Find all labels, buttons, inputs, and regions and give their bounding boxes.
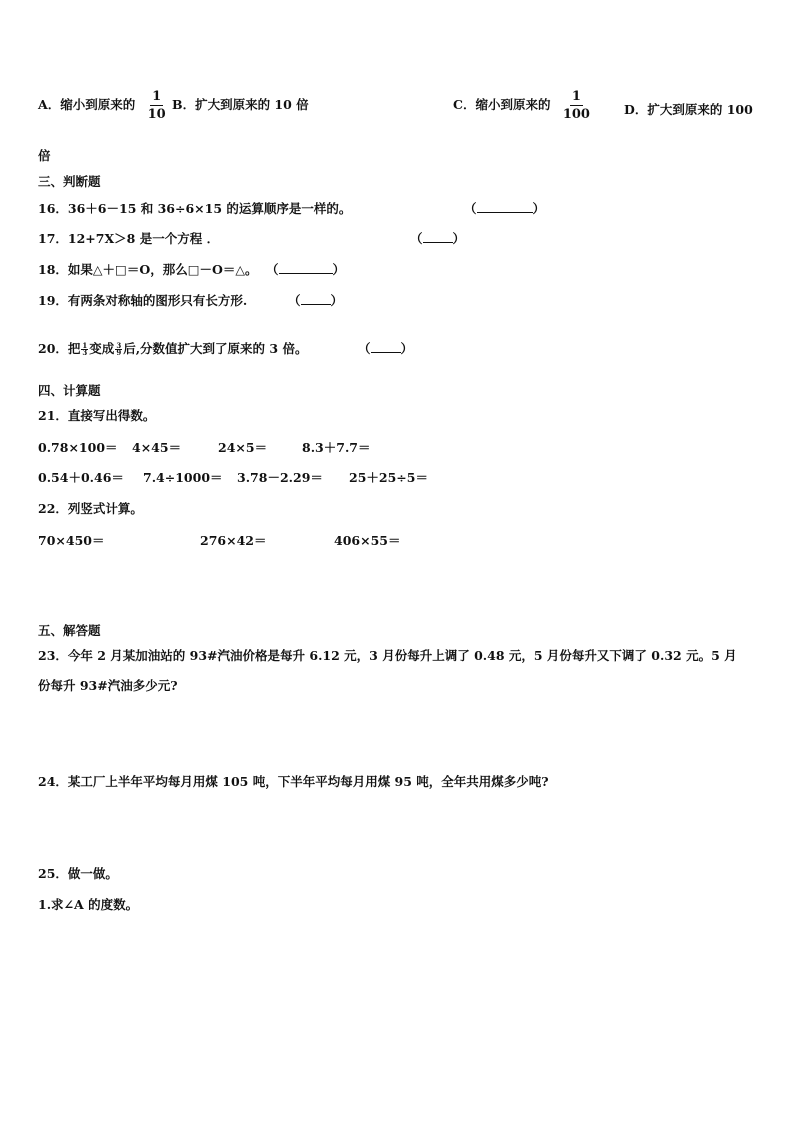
calc-item: 0.78×100＝: [38, 440, 118, 455]
question-25: 25．做一做。: [38, 866, 118, 881]
option-a: A．缩小到原来的 $\frac{1}{10}$ B．扩大到原来的 10 倍: [38, 89, 309, 122]
question-25-sub1: 1.求∠A 的度数。: [38, 897, 139, 912]
calc-item: 8.3＋7.7＝: [302, 440, 371, 455]
section-heading-calculation: 四、计算题: [38, 383, 101, 398]
option-b: B．扩大到原来的 10 倍: [172, 97, 309, 112]
calc-item: 3.78－2.29＝: [237, 470, 323, 485]
answer-blank-20[interactable]: （ ）: [358, 341, 414, 356]
option-d: D．扩大到原来的 100: [624, 102, 753, 117]
question-20: 20．把 $\frac{1}{3}$ 变成 $\frac{3}{9}$ 后,分数值扩大到了原来的 3 倍。: [38, 340, 308, 357]
fraction-one-third: $\frac{1}{3}$: [82, 340, 88, 357]
calc-item: 25＋25÷5＝: [349, 470, 428, 485]
section-heading-judgement: 三、判断题: [38, 174, 101, 189]
calc-item: 24×5＝: [218, 440, 268, 455]
question-17: 17．12+7X＞8 是一个方程 ．: [38, 231, 220, 246]
answer-blank-17[interactable]: （ ）: [410, 231, 466, 246]
vertical-calc-item: 276×42＝: [200, 533, 267, 548]
option-c: C．缩小到原来的 $\frac{1}{100}$: [453, 89, 590, 122]
vertical-calc-item: 406×55＝: [334, 533, 401, 548]
answer-blank-18[interactable]: （ ）: [266, 262, 346, 277]
question-21: 21．直接写出得数。: [38, 408, 156, 423]
option-d-wrap: 倍: [38, 148, 51, 163]
question-19: 19．有两条对称轴的图形只有长方形.: [38, 293, 248, 308]
answer-blank-19[interactable]: （ ）: [288, 293, 344, 308]
question-18: 18．如果△＋□＝O，那么□－O＝△。: [38, 262, 258, 277]
calc-item: 4×45＝: [132, 440, 182, 455]
calc-item: 7.4÷1000＝: [143, 470, 223, 485]
question-22: 22．列竖式计算。: [38, 501, 143, 516]
question-16: 16．36＋6－15 和 36÷6×15 的运算顺序是一样的。: [38, 201, 352, 216]
question-23-line2: 份每升 93#汽油多少元?: [38, 678, 178, 693]
option-c-fraction: $\frac{1}{100}$: [562, 89, 590, 122]
option-a-fraction: $\frac{1}{10}$: [147, 89, 166, 122]
vertical-calc-item: 70×450＝: [38, 533, 105, 548]
section-heading-solve: 五、解答题: [38, 623, 101, 638]
answer-blank-16[interactable]: （ ）: [464, 201, 546, 216]
fraction-three-ninths: $\frac{3}{9}$: [116, 340, 122, 357]
question-23: 23．今年 2 月某加油站的 93#汽油价格是每升 6.12 元，3 月份每升上调了 0.48 元，5 月份每升又下调了 0.32 元。5 月: [38, 648, 737, 663]
calc-item: 0.54＋0.46＝: [38, 470, 124, 485]
question-24: 24．某工厂上半年平均每月用煤 105 吨，下半年平均每月用煤 95 吨，全年共用煤多少吨?: [38, 774, 549, 789]
